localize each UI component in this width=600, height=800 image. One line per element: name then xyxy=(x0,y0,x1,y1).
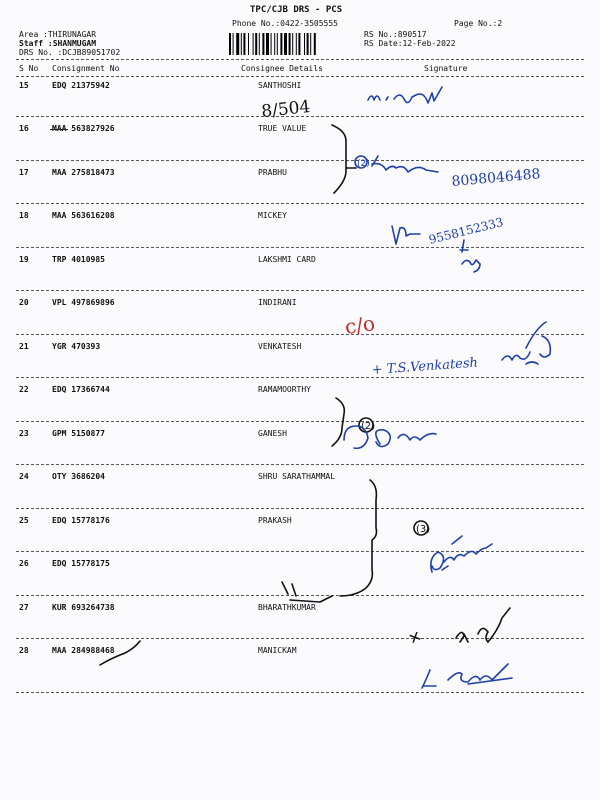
signature-18 xyxy=(392,226,420,244)
row-sno: 15 xyxy=(19,81,29,90)
col-consignment: Consignment No xyxy=(52,64,120,73)
row-consignment: EDQ 15778175 xyxy=(52,559,110,568)
bracket-mark xyxy=(332,125,346,193)
phone-1-text: 8098046488 xyxy=(450,166,542,190)
col-consignee: Consignee Details xyxy=(241,64,323,73)
bracket-mark xyxy=(282,582,332,602)
row-consignee: GANESH xyxy=(258,429,287,438)
row-consignment: YGR 470393 xyxy=(52,342,101,351)
mark-1: (2) xyxy=(357,159,370,169)
row-consignee: MANICKAM xyxy=(258,646,297,655)
row-consignee: SANTHOSHI xyxy=(258,81,302,90)
row-consignment: EDQ 21375942 xyxy=(52,81,110,90)
row-consignment: KUR 693264738 xyxy=(52,603,115,612)
row-sno: 25 xyxy=(19,516,29,525)
row-sno: 18 xyxy=(19,211,29,220)
mark-2: (2) xyxy=(361,421,376,432)
signature-23 xyxy=(344,426,436,448)
row-consignee: LAKSHMI CARD xyxy=(258,255,316,264)
row-consignment: EDQ 17366744 xyxy=(52,385,110,394)
row-sno: 24 xyxy=(19,472,29,481)
row-consignee: TRUE VALUE xyxy=(258,124,307,133)
row-consignee: BHARATHKUMAR xyxy=(258,603,316,612)
cl-note: c/o xyxy=(343,311,377,339)
area-label: Area :THIRUNAGAR xyxy=(19,30,97,39)
door-number-text: 8/504 xyxy=(260,96,312,122)
row-consignee: PRAKASH xyxy=(258,516,292,525)
row-sno: 16 xyxy=(19,124,29,133)
row-consignment: MAA 563616208 xyxy=(52,211,115,220)
report-title: TPC/CJB DRS - PCS xyxy=(250,5,343,15)
signature-27 xyxy=(456,608,510,642)
row-sno: 28 xyxy=(19,646,29,655)
mark-3: (3) xyxy=(416,524,431,535)
row-consignment: MAA 284988468 xyxy=(52,646,115,655)
rs-number: RS No.:890517 xyxy=(364,30,427,39)
drs-number: DRS No. :DCJB89051702 xyxy=(19,48,121,57)
row-consignment: MAA 563827926 xyxy=(52,124,115,133)
note-21: + T.S.Venkatesh xyxy=(371,355,479,378)
signature-19 xyxy=(460,240,480,272)
row-consignment: EDQ 15778176 xyxy=(52,516,110,525)
row-consignment: GPM 5150877 xyxy=(52,429,105,438)
col-sno: S No xyxy=(19,64,39,73)
row-consignee: RAMAMOORTHY xyxy=(258,385,311,394)
row-sno: 26 xyxy=(19,559,29,568)
signature-21 xyxy=(502,352,538,364)
signature-25 xyxy=(431,536,492,572)
col-signature: Signature xyxy=(424,64,468,73)
row-sno: 27 xyxy=(19,603,29,612)
row-consignment: OTY 3686204 xyxy=(52,472,105,481)
bracket-mark xyxy=(332,398,344,446)
row-consignment: TRP 4010985 xyxy=(52,255,105,264)
row-sno: 23 xyxy=(19,429,29,438)
row-sno: 21 xyxy=(19,342,29,351)
row-sno: 19 xyxy=(19,255,29,264)
row-consignee: PRABHU xyxy=(258,168,287,177)
row-sno: 22 xyxy=(19,385,29,394)
row-consignee: VENKATESH xyxy=(258,342,302,351)
row-consignment: VPL 497869896 xyxy=(52,298,115,307)
page-number: Page No.:2 xyxy=(454,19,503,28)
row-consignment: MAA 275818473 xyxy=(52,168,115,177)
row-consignee: MICKEY xyxy=(258,211,287,220)
signature-15 xyxy=(368,87,442,103)
rs-date: RS Date:12-Feb-2022 xyxy=(364,39,456,48)
row-sno: 17 xyxy=(19,168,29,177)
strike-mark xyxy=(100,641,140,665)
signature-28 xyxy=(422,664,512,688)
plus-mark: + xyxy=(404,624,426,650)
phone-2-text: 9558152333 xyxy=(427,214,505,247)
staff-label: Staff :SHANMUGAM xyxy=(19,39,97,48)
row-consignee: INDIRANI xyxy=(258,298,297,307)
bracket-mark xyxy=(340,480,377,596)
row-consignee: SHRU SARATHAMMAL xyxy=(258,472,336,481)
row-sno: 20 xyxy=(19,298,29,307)
signature-17 xyxy=(372,156,438,172)
phone-number: Phone No.:0422-3505555 xyxy=(232,19,338,28)
